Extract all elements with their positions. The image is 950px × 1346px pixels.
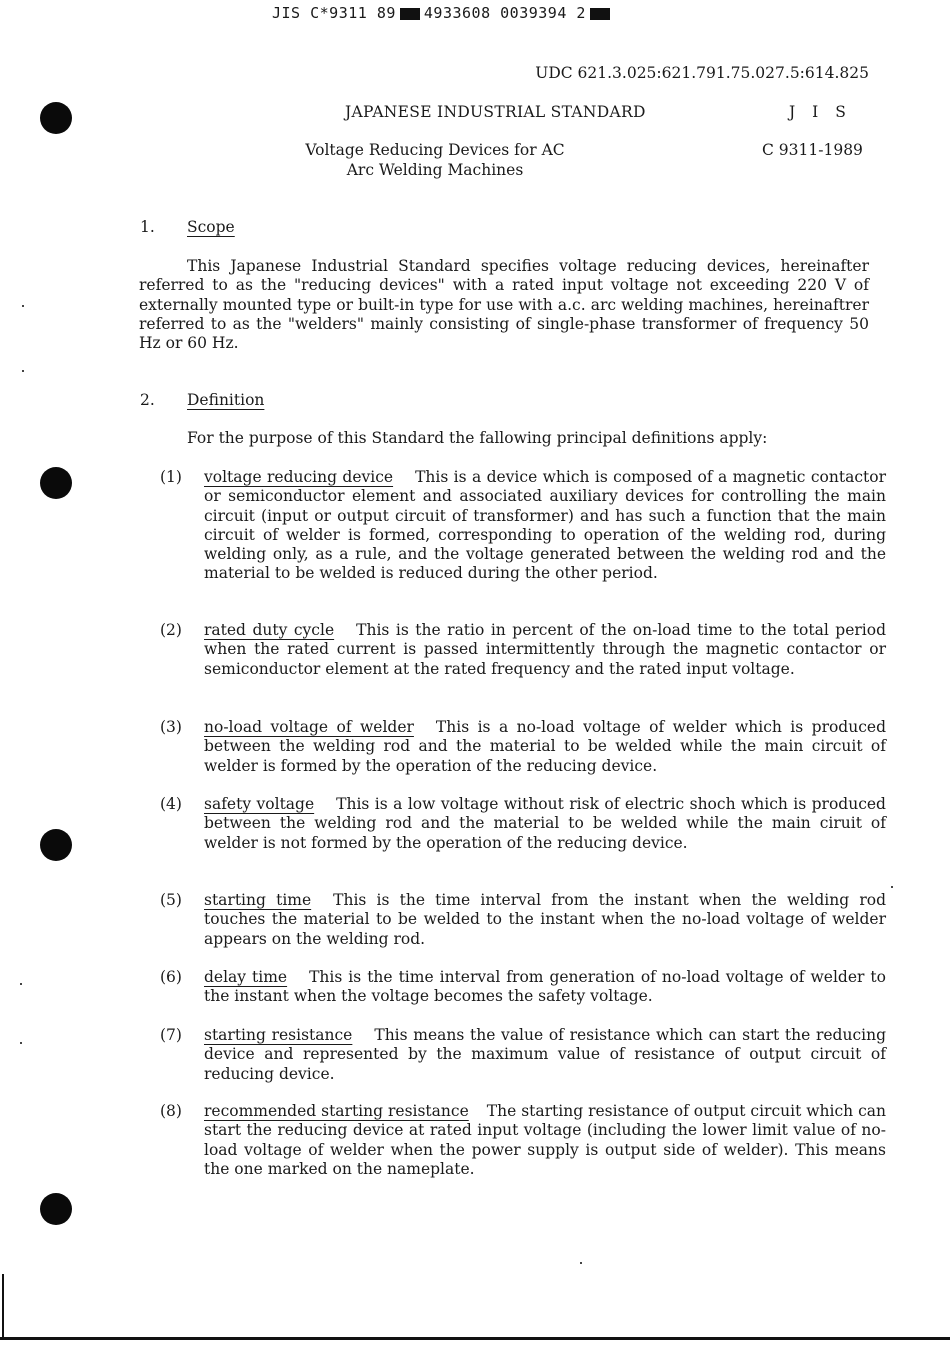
section-title: Scope bbox=[187, 218, 235, 236]
scan-speck bbox=[891, 886, 893, 888]
jis-label: J I S bbox=[789, 103, 852, 121]
scan-speck bbox=[22, 370, 24, 372]
scan-speck bbox=[580, 1262, 582, 1264]
definition-number: (5) bbox=[160, 891, 182, 909]
definition-item bbox=[204, 718, 886, 776]
scan-border-left bbox=[2, 1274, 4, 1340]
punch-hole bbox=[40, 102, 72, 134]
scan-border-bottom bbox=[0, 1337, 950, 1340]
definition-item bbox=[204, 795, 886, 853]
punch-hole bbox=[40, 1193, 72, 1225]
definition-text: This is a no-load voltage of welder which is produced between the welding rod and the material to be welded while the main circuit of welder is formed by the operation of the reducing device. bbox=[204, 718, 886, 775]
scan-speck bbox=[22, 305, 24, 307]
definition-term: safety voltage bbox=[204, 795, 315, 813]
black-block-mark bbox=[590, 8, 610, 20]
scan-speck bbox=[20, 1042, 22, 1044]
catalog-code: JIS C*9311 89 bbox=[272, 4, 396, 22]
scan-speck bbox=[20, 983, 22, 985]
definition-number: (2) bbox=[160, 621, 182, 639]
definition-intro: For the purpose of this Standard the fallowing principal definitions apply: bbox=[187, 429, 768, 447]
definition-item bbox=[204, 468, 886, 584]
punch-hole bbox=[40, 467, 72, 499]
udc-classification: UDC 621.3.025:621.791.75.027.5:614.825 bbox=[535, 64, 869, 82]
definition-number: (8) bbox=[160, 1102, 182, 1120]
definition-term: rated duty cycle bbox=[204, 621, 335, 639]
punch-hole bbox=[40, 829, 72, 861]
scope-paragraph bbox=[139, 257, 869, 353]
definition-term: no-load voltage of welder bbox=[204, 718, 414, 736]
definition-number: (4) bbox=[160, 795, 182, 813]
definition-number: (1) bbox=[160, 468, 182, 486]
definition-number: (3) bbox=[160, 718, 182, 736]
document-barcode-line bbox=[272, 4, 614, 22]
definition-text: This is a device which is composed of a magnetic contactor or semiconductor element and associated auxiliary devices for controlling the main circuit (input or output circuit of transformer) and has such a function that the main circuit of welder is formed, corresponding to operation of the welding rod, during welding only, as a rule, and the voltage generated between the welding rod and the material to be welded is reduced during the other period. bbox=[204, 468, 886, 583]
definition-text: The starting resistance of output circuit which can start the reducing device at rated input voltage (including the lower limit value of no-load voltage of welder when the power supply is output side of welder). This means the one marked on the nameplate. bbox=[204, 1102, 886, 1178]
definition-item bbox=[204, 1102, 886, 1179]
definition-term: starting time bbox=[204, 891, 312, 909]
definition-text: This means the value of resistance which can start the reducing device and represented by the maximum value of resistance of output circuit of reducing device. bbox=[204, 1026, 886, 1083]
definition-term: voltage reducing device bbox=[204, 468, 394, 486]
definition-text: This is a low voltage without risk of electric shoch which is produced between the welding rod and the material to be welded while the main ciruit of welder is not formed by the operation of the reducing device. bbox=[204, 795, 886, 852]
definition-item bbox=[204, 621, 886, 679]
definition-number: (7) bbox=[160, 1026, 182, 1044]
definition-term: recommended starting resistance bbox=[204, 1102, 469, 1120]
standard-title: JAPANESE INDUSTRIAL STANDARD bbox=[345, 103, 646, 121]
definition-text: This is the time interval from the instant when the welding rod touches the material to be welded to the instant when the no-load voltage of welder appears on the welding rod. bbox=[204, 891, 886, 948]
document-number: C 9311-1989 bbox=[762, 141, 863, 159]
definition-item bbox=[204, 891, 886, 949]
document-title bbox=[300, 141, 570, 180]
definition-term: starting resistance bbox=[204, 1026, 353, 1044]
definition-number: (6) bbox=[160, 968, 182, 986]
definition-text: This is the time interval from generation of no-load voltage of welder to the instant when the voltage becomes the safety voltage. bbox=[204, 968, 886, 1006]
black-block-mark bbox=[400, 8, 420, 20]
serial-code: 4933608 0039394 2 bbox=[423, 4, 586, 22]
definition-term: delay time bbox=[204, 968, 288, 986]
document-title-line: Arc Welding Machines bbox=[346, 160, 524, 179]
document-title-line: Voltage Reducing Devices for AC bbox=[305, 141, 565, 159]
definition-item bbox=[204, 1026, 886, 1084]
section-number: 1. bbox=[140, 218, 155, 236]
section-number: 2. bbox=[140, 391, 155, 409]
definition-item bbox=[204, 968, 886, 1007]
section-title: Definition bbox=[187, 391, 265, 409]
scope-text: This Japanese Industrial Standard specifies voltage reducing devices, hereinafter referred to as the "reducing devices" with a rated input voltage not exceeding 220 V of externally mounted type or built-in type for use with a.c. arc welding machines, hereinaftrer referred to as the "welders" mainly consisting of single-phase transformer of frequency 50 Hz or 60 Hz. bbox=[139, 257, 869, 353]
definition-text: This is the ratio in percent of the on-load time to the total period when the rated current is passed intermittently through the magnetic contactor or semiconductor element at the rated frequency and the rated input voltage. bbox=[204, 621, 887, 678]
